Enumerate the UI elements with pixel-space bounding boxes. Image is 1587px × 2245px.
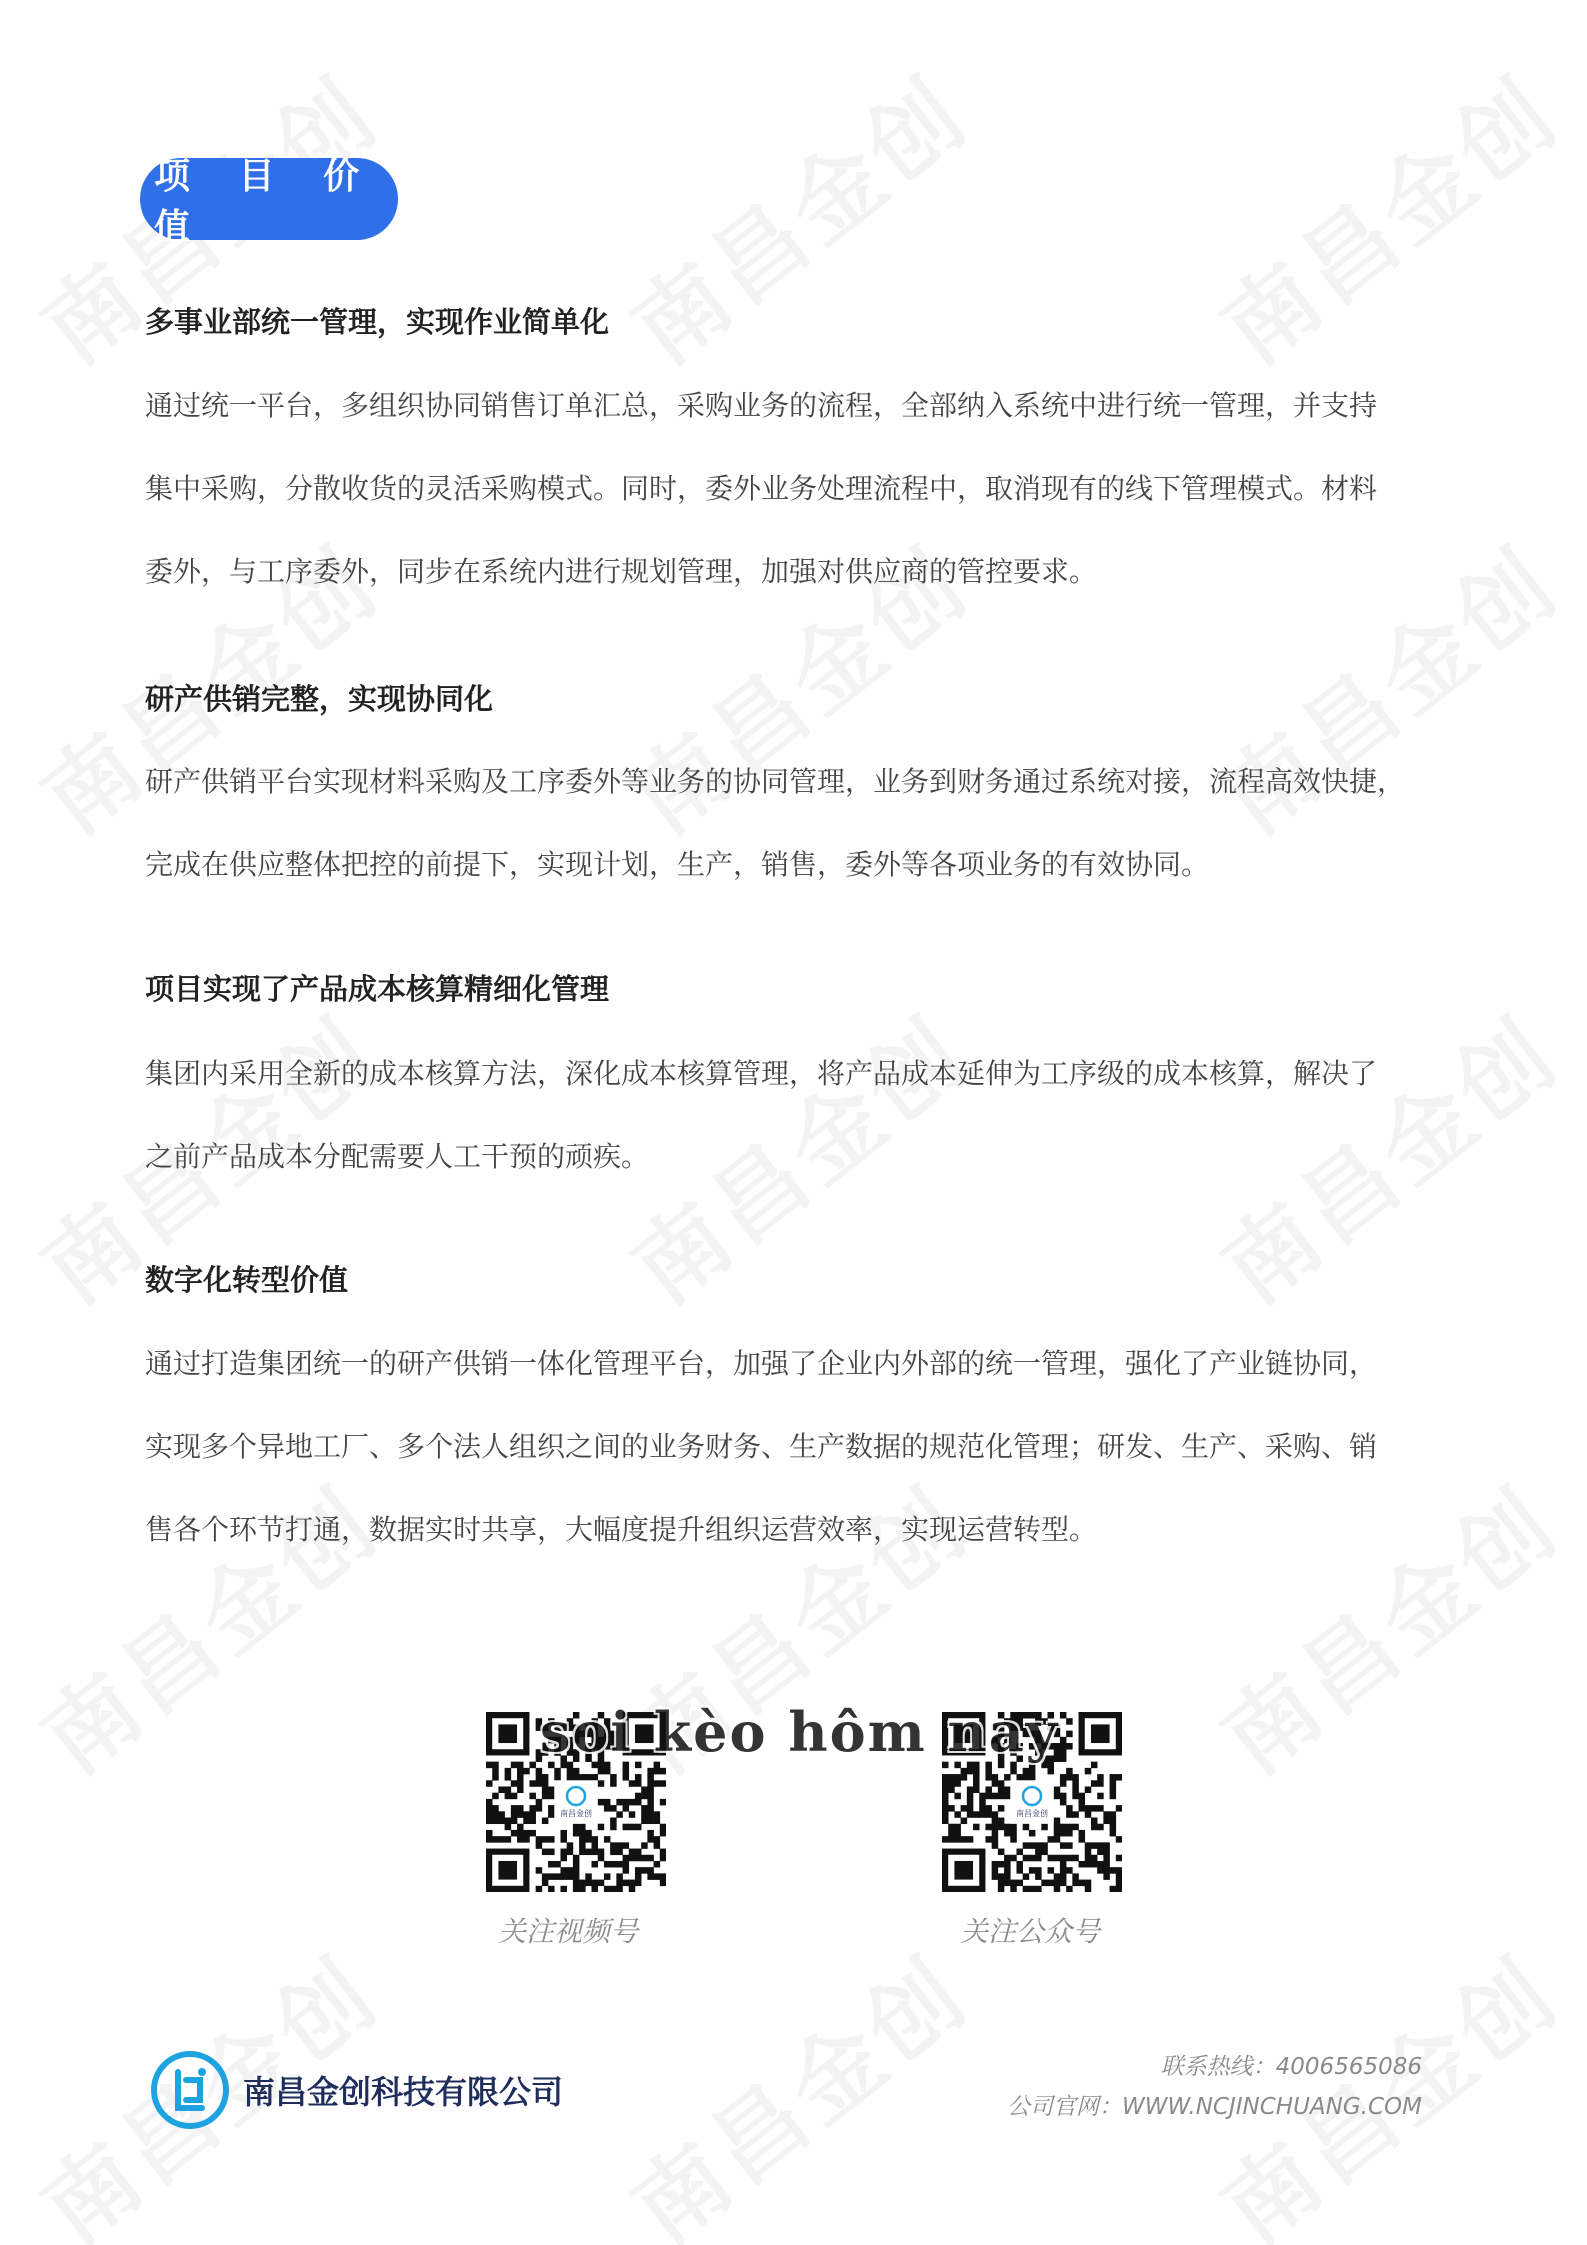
section-4-line-3: 售各个环节打通，数据实时共享，大幅度提升组织运营效率，实现运营转型。 <box>145 1513 1098 1546</box>
section-3-line-2: 之前产品成本分配需要人工干预的顽疾。 <box>145 1140 650 1173</box>
section-3-line-1: 集团内采用全新的成本核算方法，深化成本核算管理，将产品成本延伸为工序级的成本核算，解决了 <box>145 1057 1378 1090</box>
watermark-text <box>1191 43 1581 388</box>
watermark-text <box>11 1453 401 1798</box>
watermark-text <box>601 1923 991 2245</box>
section-3-title: 项目实现了产品成本核算精细化管理 <box>145 972 610 1006</box>
qr-center-label: 南昌金创 <box>1016 1809 1048 1818</box>
watermark-text <box>1191 1453 1581 1798</box>
watermark-text <box>601 983 991 1328</box>
section-2-line-1: 研产供销平台实现材料采购及工序委外等业务的协同管理，业务到财务通过系统对接，流程高效快捷， <box>145 765 1406 798</box>
section-4-line-1: 通过打造集团统一的研产供销一体化管理平台，加强了企业内外部的统一管理，强化了产业链协同， <box>145 1347 1378 1380</box>
section-label-pill: 项 目 价 值 <box>140 158 398 240</box>
qr-center-label: 南昌金创 <box>560 1809 592 1818</box>
qr-caption-official-account: 关注公众号 <box>959 1915 1100 1948</box>
section-1-line-2: 集中采购，分散收货的灵活采购模式。同时，委外业务处理流程中，取消现有的线下管理模式。材料 <box>145 472 1378 505</box>
company-name: 南昌金创科技有限公司 <box>243 2073 564 2111</box>
section-4-title: 数字化转型价值 <box>145 1263 349 1297</box>
watermark-text <box>1191 513 1581 858</box>
section-1-line-1: 通过统一平台，多组织协同销售订单汇总，采购业务的流程，全部纳入系统中进行统一管理，并支持 <box>145 389 1378 422</box>
watermark-text <box>601 43 991 388</box>
company-website[interactable]: 公司官网：WWW.NCJINCHUANG.COM <box>1007 2094 1422 2120</box>
section-1-line-3: 委外，与工序委外，同步在系统内进行规划管理，加强对供应商的管控要求。 <box>145 555 1098 588</box>
section-2-title: 研产供销完整，实现协同化 <box>145 682 494 716</box>
section-4-line-2: 实现多个异地工厂、多个法人组织之间的业务财务、生产数据的规范化管理；研发、生产、采购、销 <box>145 1430 1378 1463</box>
overlay-text: soi kèo hôm nay <box>540 1700 1060 1764</box>
watermark-text <box>1191 983 1581 1328</box>
section-1-title: 多事业部统一管理，实现作业简单化 <box>145 305 610 339</box>
watermark-text <box>1191 1923 1581 2245</box>
company-logo-icon <box>150 2050 230 2130</box>
section-2-line-2: 完成在供应整体把控的前提下，实现计划，生产，销售，委外等各项业务的有效协同。 <box>145 848 1210 881</box>
qr-caption-video-channel: 关注视频号 <box>497 1915 638 1948</box>
contact-hotline: 联系热线：4006565086 <box>1160 2054 1422 2080</box>
